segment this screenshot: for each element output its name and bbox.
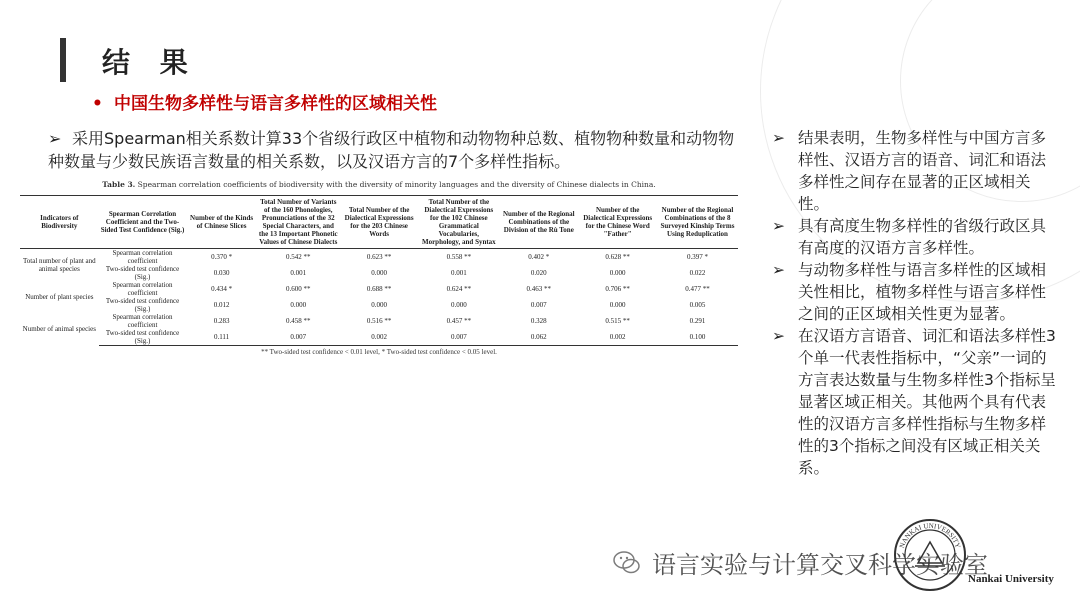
- value-cell: 0.007: [257, 329, 340, 346]
- value-cell: 0.628 **: [605, 253, 630, 261]
- value-cell: 0.463 **: [526, 285, 552, 293]
- stat-cell: Two-sided test confidence (Sig.): [105, 297, 180, 313]
- list-item: [772, 325, 1057, 479]
- finding-text: 结果表明，生物多样性与中国方言多样性、汉语方言的语音、词汇和语法多样性之间存在显著的正区域相关性。: [798, 129, 1047, 213]
- header-cell: Number of the Dialectical Expressions for the Chinese Word "Father": [578, 196, 657, 249]
- value-cell: 0.001: [290, 269, 307, 277]
- value-cell: 0.457 **: [446, 317, 472, 325]
- value-cell: 0.283: [213, 317, 230, 325]
- value-cell: 0.328: [530, 317, 547, 325]
- table-header-row: [20, 196, 738, 249]
- stat-cell: Two-sided test confidence (Sig.): [105, 265, 180, 281]
- value-cell: 0.005: [689, 301, 706, 309]
- value-cell: 0.100: [657, 329, 738, 346]
- table-row: [20, 281, 738, 297]
- page-title: 结 果: [102, 46, 198, 79]
- table-row: [20, 265, 738, 281]
- finding-text: 具有高度生物多样性的省级行政区具有高度的汉语方言多样性。: [798, 217, 1047, 257]
- watermark-text: 语言实验与计算交叉科学实验室: [652, 551, 988, 579]
- value-cell: 0.000: [290, 301, 307, 309]
- header-cell: Number of the Regional Combinations of the 8 Surveyed Kinship Terms Using Reduplication: [657, 196, 738, 249]
- section-subtitle: [92, 89, 437, 114]
- value-cell: 0.062: [499, 329, 578, 346]
- value-cell: 0.516 **: [366, 317, 392, 325]
- finding-text: 与动物多样性与语言多样性的区域相关性相比，植物多样性与语言多样性之间的正区域相关性更为显著。: [798, 261, 1047, 323]
- value-cell: 0.030: [213, 269, 230, 277]
- value-cell: 0.370 *: [211, 253, 233, 261]
- table-row: [20, 297, 738, 313]
- value-cell: 0.515 **: [605, 317, 630, 325]
- wechat-icon: [612, 548, 642, 578]
- value-cell: 0.542 **: [286, 253, 311, 261]
- university-name: Nankai University: [968, 573, 1054, 585]
- header-cell: Indicators of Biodiversity: [20, 196, 99, 249]
- caption-label: Table 3.: [102, 180, 136, 189]
- bullet-icon: •: [92, 94, 103, 114]
- arrow-bullet-icon: ➢: [772, 217, 785, 235]
- indicator-cell: Number of animal species: [22, 325, 96, 334]
- stat-cell: Spearman correlation coefficient: [112, 313, 173, 329]
- list-item: [772, 215, 1057, 259]
- table-row: [20, 313, 738, 329]
- arrow-bullet-icon: ➢: [48, 129, 62, 148]
- arrow-bullet-icon: ➢: [772, 129, 785, 147]
- header-cell: Spearman Correlation Coefficient and the Two-Sided Test Confidence (Sig.): [99, 196, 187, 249]
- stat-cell: Spearman correlation coefficient: [112, 249, 173, 265]
- value-cell: 0.000: [450, 301, 467, 309]
- value-cell: 0.623 **: [366, 253, 392, 261]
- list-item: [772, 127, 1057, 215]
- title-accent-bar: [60, 38, 66, 82]
- value-cell: 0.002: [340, 329, 419, 346]
- table-figure: [20, 180, 738, 428]
- value-cell: 0.402 *: [528, 253, 550, 261]
- findings-list: [772, 127, 1057, 479]
- value-cell: 0.020: [530, 269, 547, 277]
- arrow-bullet-icon: ➢: [772, 327, 785, 345]
- value-cell: 0.002: [578, 329, 657, 346]
- indicator-cell: Total number of plant and animal species: [23, 257, 96, 273]
- table-row: [20, 249, 738, 266]
- value-cell: 0.477 **: [685, 285, 710, 293]
- value-cell: 0.007: [418, 329, 499, 346]
- stat-cell: Two-sided test confidence (Sig.): [99, 329, 187, 346]
- value-cell: 0.434 *: [211, 285, 233, 293]
- value-cell: 0.111: [186, 329, 256, 346]
- header-cell: Number of the Regional Combinations of the Division of the Rù Tone: [499, 196, 578, 249]
- header-cell: Total Number of the Dialectical Expressions for the 102 Chinese Grammatical Vocabularies, Morphology, and Syntax: [418, 196, 499, 249]
- value-cell: 0.022: [689, 269, 706, 277]
- table-caption: [20, 180, 738, 189]
- finding-text: 在汉语方言语音、词汇和语法多样性3个单一代表性指标中，“父亲”一词的方言表达数量与生物多样性3个指标呈显著区域正相关。其他两个具有代表性的汉语方言多样性指标与生物多样性的3个指标之间没有区域正相关关系。: [798, 327, 1056, 477]
- value-cell: 0.000: [371, 301, 387, 309]
- header-cell: Total Number of the Dialectical Expressions for the 203 Chinese Words: [340, 196, 419, 249]
- value-cell: 0.600 **: [286, 285, 311, 293]
- value-cell: 0.706 **: [605, 285, 630, 293]
- arrow-bullet-icon: ➢: [772, 261, 785, 279]
- header-cell: Number of the Kinds of Chinese Slices: [186, 196, 256, 249]
- table-row: [20, 329, 738, 346]
- intro-paragraph: [48, 127, 738, 173]
- value-cell: 0.291: [689, 317, 706, 325]
- value-cell: 0.007: [530, 301, 547, 309]
- university-logo: [893, 518, 967, 592]
- table-footnote: ** Two-sided test confidence < 0.01 level, * Two-sided test confidence < 0.05 level.: [261, 348, 497, 356]
- value-cell: 0.001: [450, 269, 467, 277]
- intro-text: 采用Spearman相关系数计算33个省级行政区中植物和动物物种总数、植物物种数量和动物物种数量与少数民族语言数量的相关系数，以及汉语方言的7个多样性指标。: [48, 129, 735, 171]
- correlation-table: [20, 195, 738, 346]
- value-cell: 0.558 **: [446, 253, 472, 261]
- value-cell: 0.458 **: [286, 317, 311, 325]
- value-cell: 0.000: [609, 301, 626, 309]
- stat-cell: Spearman correlation coefficient: [112, 281, 173, 297]
- indicator-cell: Number of plant species: [25, 293, 94, 301]
- value-cell: 0.688 **: [366, 285, 392, 293]
- caption-text: Spearman correlation coefficients of biodiversity with the diversity of minority languages and the diversity of Chinese dialects in China.: [135, 180, 656, 189]
- subtitle-text: 中国生物多样性与语言多样性的区域相关性: [114, 94, 437, 114]
- value-cell: 0.397 *: [686, 253, 708, 261]
- value-cell: 0.000: [371, 269, 387, 277]
- list-item: [772, 259, 1057, 325]
- header-cell: Total Number of Variants of the 160 Phonologies, Pronunciations of the 32 Special Characters, and the 13 Important Phonetic Values of Chinese Dialects: [257, 196, 340, 249]
- value-cell: 0.012: [213, 301, 230, 309]
- value-cell: 0.000: [609, 269, 626, 277]
- value-cell: 0.624 **: [446, 285, 472, 293]
- seal-text: NANKAI UNIVERSITY: [898, 521, 962, 550]
